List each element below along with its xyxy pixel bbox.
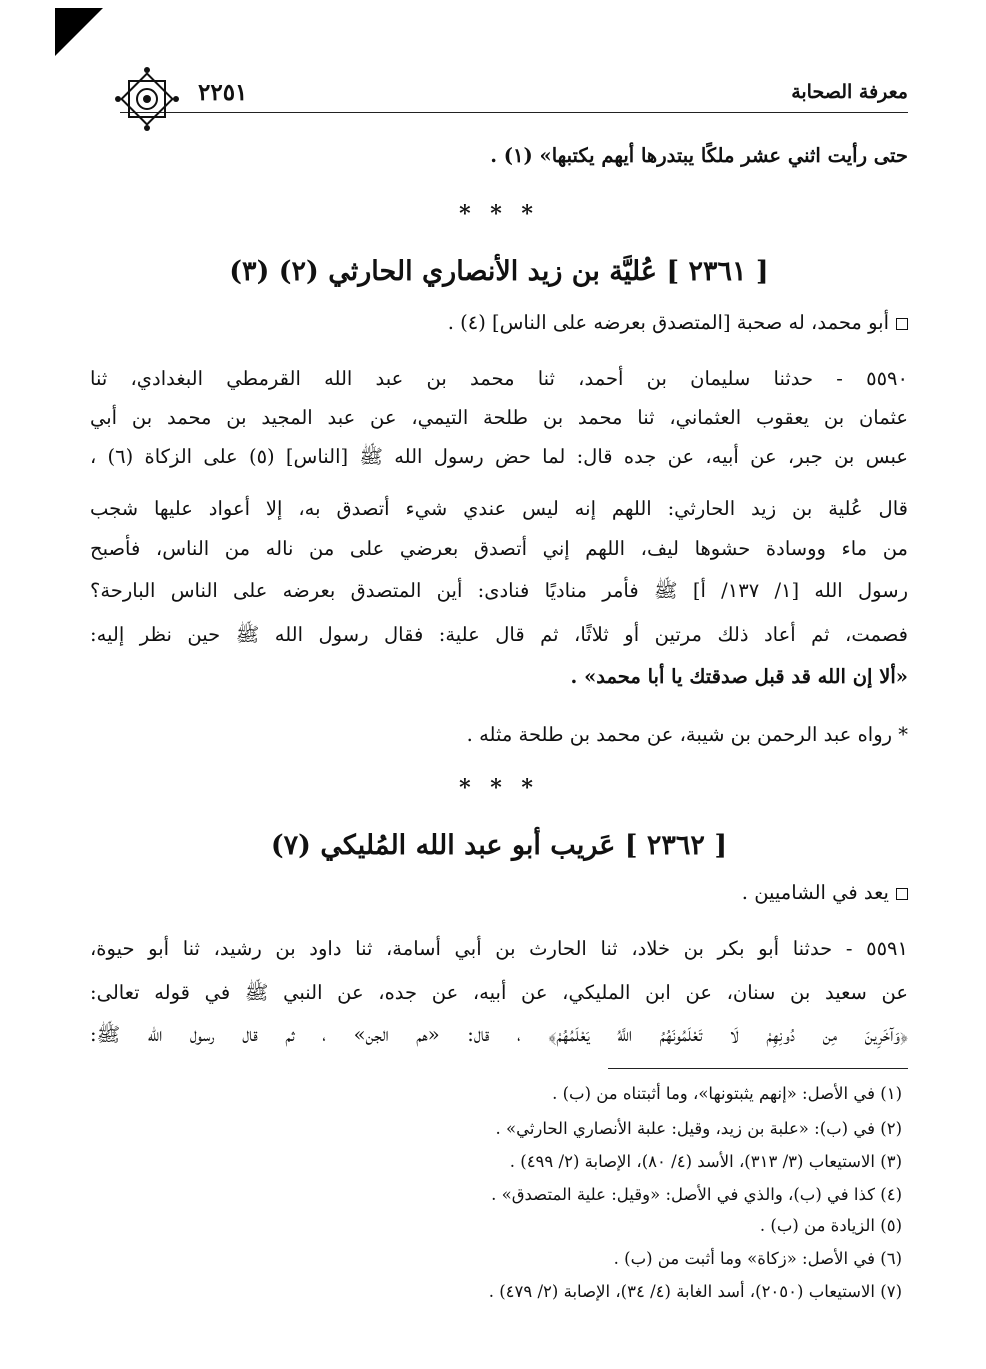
square-bullet-icon [896,318,908,330]
book-title: معرفة الصحابة [791,81,908,103]
footnote: (٢) في (ب): «علبة بن زيد، وقيل: علبة الأنصاري الحارثي» . [495,1119,902,1138]
section-separator-stars: * * * [459,775,539,801]
page-number: ٢٢٥١ [198,78,248,106]
running-header [120,72,908,113]
entry-intro-line [90,880,908,905]
corner-triangle-mark [55,8,103,56]
text-line: حتى رأيت اثني عشر ملكًا يبتدرها أيهم يكتبها» (١) . [490,144,908,167]
ornament-rosette-icon [112,64,182,134]
narration-note: * رواه عبد الرحمن بن شيبة، عن محمد بن طلحة مثله . [466,723,908,746]
hadith-line: فصمت، ثم أعاد ذلك مرتين أو ثلاثًا، ثم قال علية: فقال رسول الله ﷺ حين نظر إليه: [90,623,908,646]
footnote-separator [608,1068,908,1069]
entry-intro-text: أبو محمد، له صحبة [المتصدق بعرضه على الناس] (٤) . [447,311,889,334]
footnote: (٧) الاستيعاب (٢٠٥٠)، أسد الغابة (٤/ ٣٤)، الإصابة (٢/ ٤٧٩) . [488,1282,902,1301]
footnote: (١) في الأصل: «إنهم يثبتونها»، وما أثبتناه من (ب) . [552,1084,902,1103]
entry-intro-line [90,310,908,335]
square-bullet-icon [896,888,908,900]
entry-intro-text: يعد في الشاميين . [741,881,889,904]
footnote: (٣) الاستيعاب (٣/ ٣١٣)، الأسد (٤/ ٨٠)، الإصابة (٢/ ٤٩٩) . [509,1152,902,1171]
hadith-line: ٥٥٩١ - حدثنا أبو بكر بن خلاد، ثنا الحارث بن أبي أسامة، ثنا داود بن رشيد، ثنا أبو حيوة، [90,937,908,960]
footnote: (٦) في الأصل: «زكاة» وما أثبت من (ب) . [613,1249,902,1268]
hadith-line: رسول الله [١/ ١٣٧/ أ] ﷺ فأمر مناديًا فنادى: أين المتصدق بعرضه على الناس البارحة؟ [90,579,908,602]
hadith-line: عثمان بن يعقوب العثماني، ثنا محمد بن طلحة التيمي، عن عبد المجيد بن محمد بن أبي [90,406,908,429]
hadith-line: عبس بن جبر، عن أبيه، عن جده قال: لما حض رسول الله ﷺ [الناس] (٥) على الزكاة (٦) ، [90,445,908,468]
hadith-line: «ألا إن الله قد قبل صدقتك يا أبا محمد» . [570,665,908,688]
entry-heading-2362: [ ٢٣٦٢ ] عَريب أبو عبد الله المُليكي (٧) [270,830,728,861]
hadith-line: ﴿وَآخَرِينَ مِن دُونِهِمْ لَا تَعْلَمُونَهُمُ اللَّهُ يَعْلَمُهُمْ﴾ ، قال: «هم الجن» ، ثم قال رسول الله ﷺ: [90,1023,908,1046]
entry-heading-2361: [ ٢٣٦١ ] عُليَّة بن زيد الأنصاري الحارثي (٢) (٣) [229,256,769,287]
hadith-line: ٥٥٩٠ - حدثنا سليمان بن أحمد، ثنا محمد بن عبد الله القرمطي البغدادي، ثنا [90,367,908,390]
footnote: (٥) الزيادة من (ب) . [759,1216,902,1235]
footnote: (٤) كذا في (ب)، والذي في الأصل: «وقيل: علية المتصدق» . [491,1185,902,1204]
hadith-line: من ماء ووسادة حشوها ليف، اللهم إني أتصدق بعرضي على من ناله من الناس، فأصبح [90,537,908,560]
hadith-line: عن سعيد بن سنان، عن ابن المليكي، عن أبيه، عن جده، عن النبي ﷺ في قوله تعالى: [90,981,908,1004]
hadith-line: قال عُلية بن زيد الحارثي: اللهم إنه ليس عندي شيء أتصدق به، إلا أعواد عليها شجب [90,497,908,520]
section-separator-stars: * * * [459,201,539,227]
